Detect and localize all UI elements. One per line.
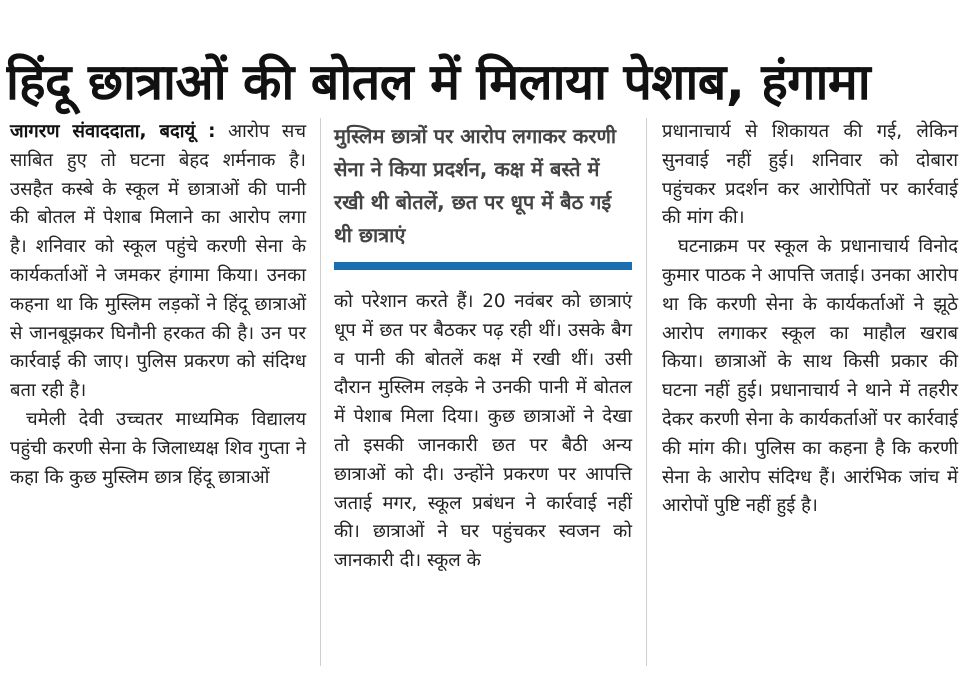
- subheadline: मुस्लिम छात्रों पर आरोप लगाकर करणी सेना ने किया प्रदर्शन, कक्ष में बस्ते में रखी थी बोतलें, छत पर धूप में बैठ गई थी छात्राएं: [334, 124, 617, 247]
- headline: हिंदू छात्राओं की बोतल में मिलाया पेशाब, हंगामा: [6, 52, 871, 111]
- paragraph-text: आरोप सच साबित हुए तो घटना बेहद शर्मनाक है। उसहैत कस्बे के स्कूल में छात्राओं की पानी की बोतल में पेशाब मिलाने का आरोप लगा है। शनिवार को स्कूल पहुंचे करणी सेना के कार्यकर्ताओं ने जमकर हंगामा किया। उनका कहना था कि मुस्लिम लड़कों ने हिंदू छात्राओं से जानबूझकर घिनौनी हरकत की है। उन पर कार्रवाई की जाए। पुलिस प्रकरण को संदिग्ध बता रही है।: [10, 121, 306, 402]
- paragraph: [10, 118, 306, 406]
- column-divider: [646, 118, 647, 666]
- paragraph: प्रधानाचार्य से शिकायत की गई, लेकिन सुनवाई नहीं हुई। शनिवार को दोबारा पहुंचकर प्रदर्शन कर आरोपितों पर कार्रवाई की मांग की।: [662, 121, 958, 229]
- paragraph: को परेशान करते हैं। 20 नवंबर को छात्राएं धूप में छत पर बैठकर पढ़ रही थीं। उसके बैग व पानी की बोतलें कक्ष में रखी थीं। उसी दौरान मुस्लिम लड़के ने उनकी पानी में बोतल में पेशाब मिला दिया। कुछ छात्राओं ने देखा तो इसकी जानकारी छत पर बैठी अन्य छात्राओं को दी। उन्होंने प्रकरण पर आपत्ति जताई मगर, स्कूल प्रबंधन ने कार्रवाई नहीं की। छात्राओं ने घर पहुंचकर स्वजन को जानकारी दी। स्कूल के: [334, 291, 632, 572]
- subheadline-rule: [334, 262, 632, 270]
- column-divider: [320, 118, 321, 666]
- dateline: जागरण संवाददाता, बदायूं :: [10, 121, 216, 142]
- article-column-1: [10, 118, 306, 492]
- article-column-3: [662, 118, 958, 521]
- paragraph: चमेली देवी उच्चतर माध्यमिक विद्यालय पहुंची करणी सेना के जिलाध्यक्ष शिव गुप्ता ने कहा कि कुछ मुस्लिम छात्र हिंदू छात्राओं: [10, 408, 306, 488]
- paragraph: घटनाक्रम पर स्कूल के प्रधानाचार्य विनोद कुमार पाठक ने आपत्ति जताई। उनका आरोप था कि करणी सेना के कार्यकर्ताओं ने झूठे आरोप लगाकर स्कूल का माहौल खराब किया। छात्राओं के साथ किसी प्रकार की घटना नहीं हुई। प्रधानाचार्य ने थाने में तहरीर देकर करणी सेना के कार्यकर्ताओं पर कार्रवाई की मांग की। पुलिस का कहना है कि करणी सेना के आरोप संदिग्ध हैं। आरंभिक जांच में आरोपों पुष्टि नहीं हुई है।: [662, 236, 958, 517]
- article-column-2: [334, 288, 632, 576]
